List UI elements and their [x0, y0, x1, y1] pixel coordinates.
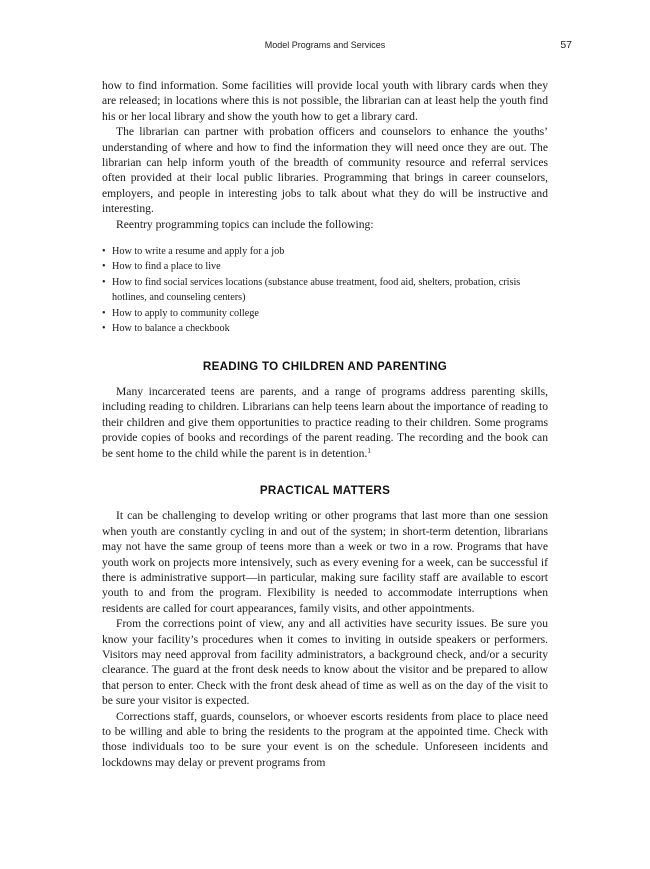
section-heading: PRACTICAL MATTERS: [259, 483, 391, 497]
bullet-icon: •: [102, 276, 106, 288]
page-number: 57: [560, 39, 572, 51]
paragraph: Corrections staff, guards, counselors, or whoever escorts residents from place to place need to be willing and able to bring the residents to the program at the appointed time. Check with those individuals too to be sure your event is on the schedule. Unforeseen incidents and lockdowns may delay or prevent programs from: [102, 709, 548, 769]
bullet-icon: •: [102, 307, 106, 319]
paragraph: how to find information. Some facilities will provide local youth with library cards when they are released; in locations where this is not possible, the librarian can at least help the youth find his or her local library and show the youth how to get a library card.: [102, 79, 548, 123]
running-title: Model Programs and Services: [264, 40, 386, 50]
bullet-icon: •: [102, 246, 106, 258]
page-body: [102, 78, 548, 770]
bullet-icon: •: [102, 323, 106, 335]
section-heading: READING TO CHILDREN AND PARENTING: [202, 359, 448, 373]
list-item: • How to apply to community college: [102, 306, 548, 321]
bullet-list: [102, 244, 548, 336]
paragraph: Many incarcerated teens are parents, and a range of programs address parenting skills, including reading to children. Librarians can help teens learn about the importance of reading to their children and give them opportunities to practice reading to their children. Some programs provide copies of books and recordings of the parent reading. The recording and the book can be sent home to the child while the parent is in detention.$^1$: [102, 384, 548, 460]
bullet-icon: •: [102, 261, 106, 273]
footnote-reference[interactable]: 1: [367, 446, 371, 455]
list-item: • How to balance a checkbook: [102, 321, 548, 336]
paragraph: It can be challenging to develop writing or other programs that last more than one session when youth are constantly cycling in and out of the system; in short-term detention, librarians may not have the same group of teens more than a week or two in a row. Programs that have youth work on projects more intensively, such as every evening for a week, can be successful if there is administrative support—in particular, making sure facility staff are available to escort youth to and from the program. Flexibility is needed to accommodate interruptions when residents are called for court appearances, family visits, and other appointments.: [102, 509, 548, 615]
paragraph: From the corrections point of view, any and all activities have security issues. Be sure you know your facility’s procedures when it comes to inviting in outside speakers or performers. Visitors may need approval from facility administrators, a background check, and/or a security clearance. The guard at the front desk needs to know about the visitor and be prepared to allow that person to enter. Check with the front desk ahead of time as well as on the day of the visit to be sure your visitor is expected.: [102, 617, 548, 708]
list-item: • How to find a place to live: [102, 259, 548, 274]
paragraph: Reentry programming topics can include the following:: [116, 217, 374, 231]
list-item: • How to find social services locations (substance abuse treatment, food aid, shelters, probation, crisis hotlines, and counseling centers): [102, 276, 521, 304]
list-item: • How to write a resume and apply for a job: [102, 244, 548, 259]
paragraph: The librarian can partner with probation officers and counselors to enhance the youths’ understanding of where and how to find the information they will need once they are out. The librarian can help inform youth of the breadth of community resource and referral services often provided at their local public libraries. Programming that brings in career counselors, employers, and people in interesting jobs to talk about what they do will be instructive and interesting.: [102, 125, 548, 216]
